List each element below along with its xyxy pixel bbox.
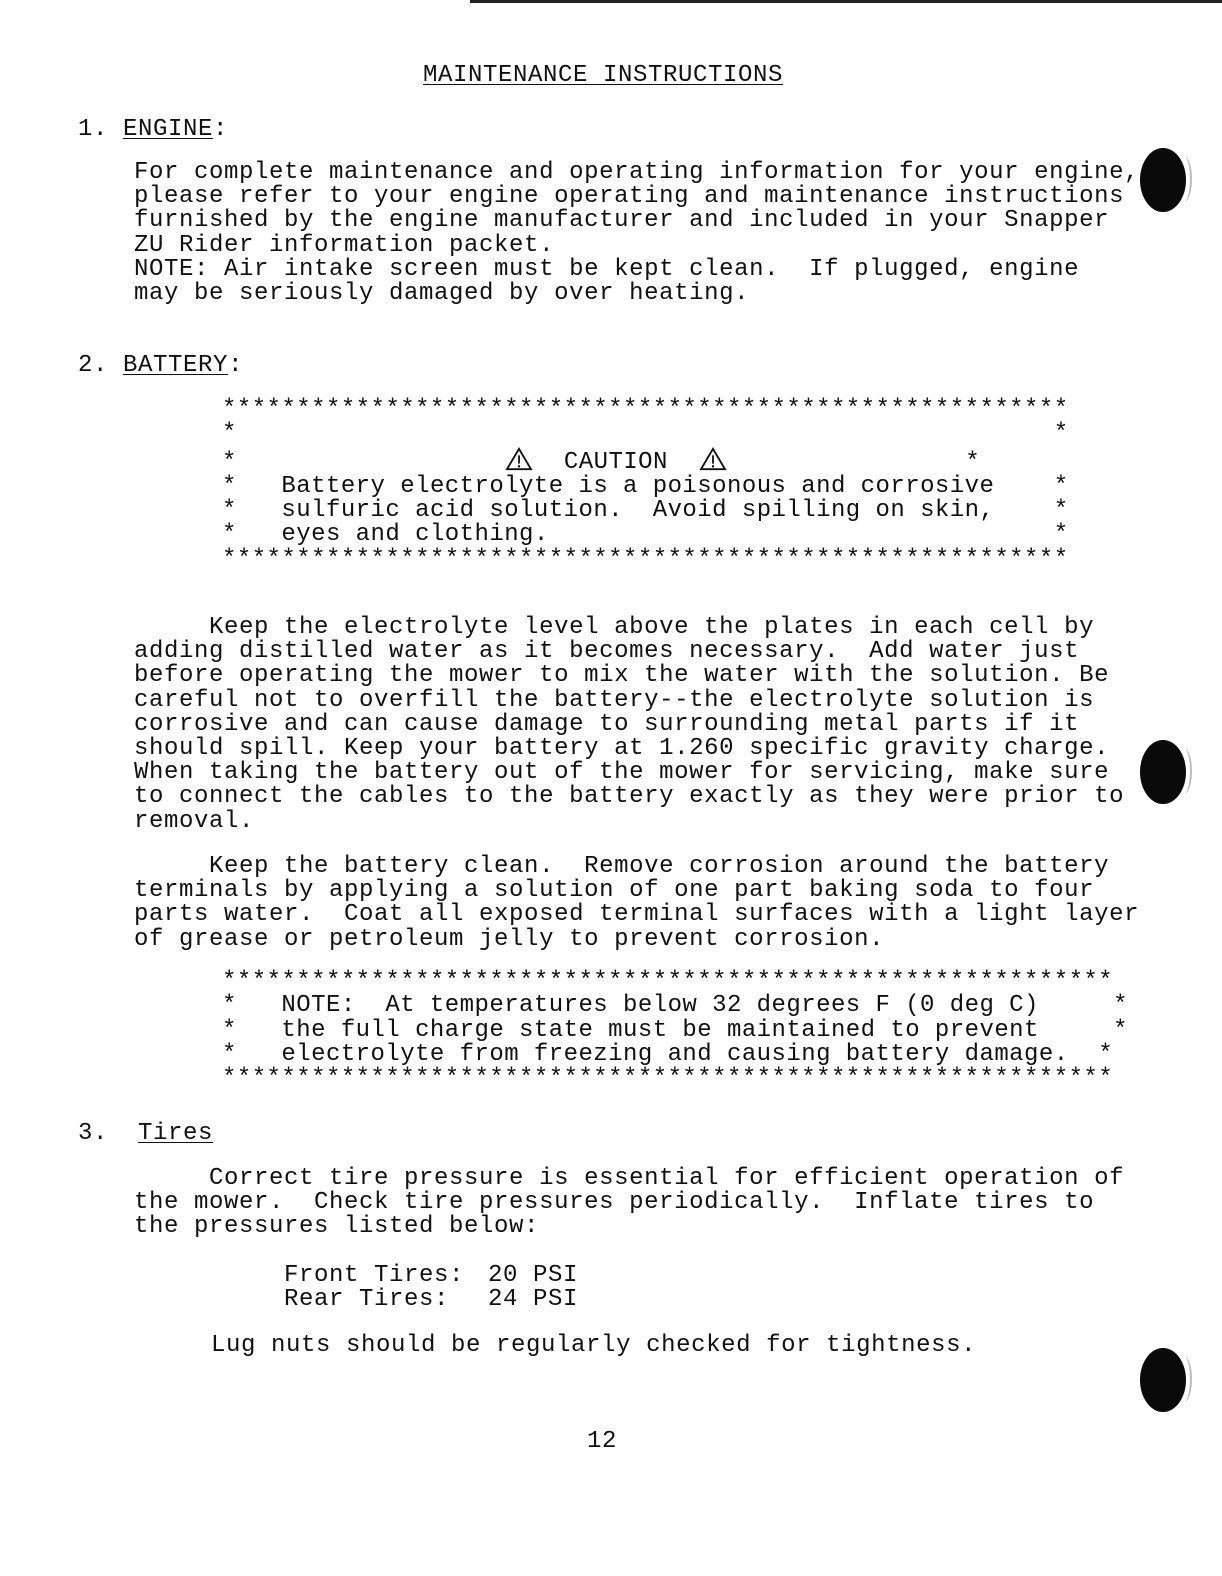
battery-paragraph-2: Keep the battery clean. Remove corrosion around the battery terminals by applying a solution of one part baking soda to four parts water. Coat all exposed terminal surfaces with a light layer of grease or petroleum jelly to prevent corrosion.	[134, 853, 1140, 953]
caution-box: ********************************************************* * * * CAUTION * * Battery electrolyte is a poisonous and corrosive * * sulfuric acid solution. Avoid spilling on skin, * * eyes and clothing. * *********************************************************	[222, 396, 1069, 573]
front-tires-value: 20 PSI	[488, 1262, 579, 1289]
scan-edge-line	[470, 0, 1222, 3]
section-1-heading: 1. ENGINE:	[78, 116, 229, 143]
punch-hole-top	[1140, 148, 1186, 212]
section-3-title: Tires	[138, 1120, 214, 1147]
section-3-number: 3.	[78, 1120, 109, 1147]
lug-nuts-note: Lug nuts should be regularly checked for tightness.	[211, 1332, 977, 1359]
caution-border-bottom: *********************************************************	[222, 545, 1069, 573]
note-box: ************************************************************ * NOTE: At temperatures below 32 degrees F (0 deg C) * * the full charge state must be maintained to prevent * * electrolyte from freezing and causing battery damage. * ************************************************************	[222, 968, 1128, 1093]
caution-line-3: eyes and clothing.	[281, 521, 549, 549]
punch-hole-bottom	[1140, 1348, 1186, 1412]
page-title: MAINTENANCE INSTRUCTIONS	[423, 62, 784, 89]
section-1-title: ENGINE	[123, 116, 214, 143]
warning-triangle-icon	[698, 447, 728, 471]
engine-paragraph: For complete maintenance and operating information for your engine, please refer to your engine operating and maintenance instructions furnished by the engine manufacturer and included in your Snapper ZU Rider information packet. NOTE: Air intake screen must be kept clean. If plugged, engine may be seriously damaged by over heating.	[134, 159, 1140, 308]
caution-line-2: sulfuric acid solution. Avoid spilling on skin,	[281, 497, 995, 525]
warning-triangle-icon	[504, 447, 534, 471]
section-1-number: 1.	[78, 116, 109, 143]
rear-tires-value: 24 PSI	[488, 1286, 579, 1313]
section-2-number: 2.	[78, 352, 109, 379]
punch-hole-middle	[1140, 740, 1186, 804]
caution-label: CAUTION	[563, 448, 668, 476]
caution-line-1: Battery electrolyte is a poisonous and corrosive	[281, 472, 995, 500]
caution-border-top: *********************************************************	[222, 396, 1069, 423]
section-3-heading	[78, 1122, 213, 1146]
front-tires-label: Front Tires:	[284, 1262, 465, 1289]
section-2-heading: 2. BATTERY:	[78, 352, 244, 379]
battery-paragraph-1: Keep the electrolyte level above the plates in each cell by adding distilled water as it becomes necessary. Add water just before operating the mower to mix the water with the solution. Be careful not to overfill the battery--the electrolyte solution is corrosive and can cause damage to surrounding metal parts if it should spill. Keep your battery at 1.260 specific gravity charge. When taking the battery out of the mower for servicing, make sure to connect the cables to the battery exactly as they were prior to removal.	[134, 614, 1125, 835]
tires-paragraph: Correct tire pressure is essential for efficient operation of the mower. Check tire pressures periodically. Inflate tires to the pressures listed below:	[134, 1165, 1125, 1241]
page-number: 12	[587, 1428, 618, 1455]
section-2-title: BATTERY	[123, 352, 229, 379]
rear-tires-label: Rear Tires:	[284, 1286, 450, 1313]
